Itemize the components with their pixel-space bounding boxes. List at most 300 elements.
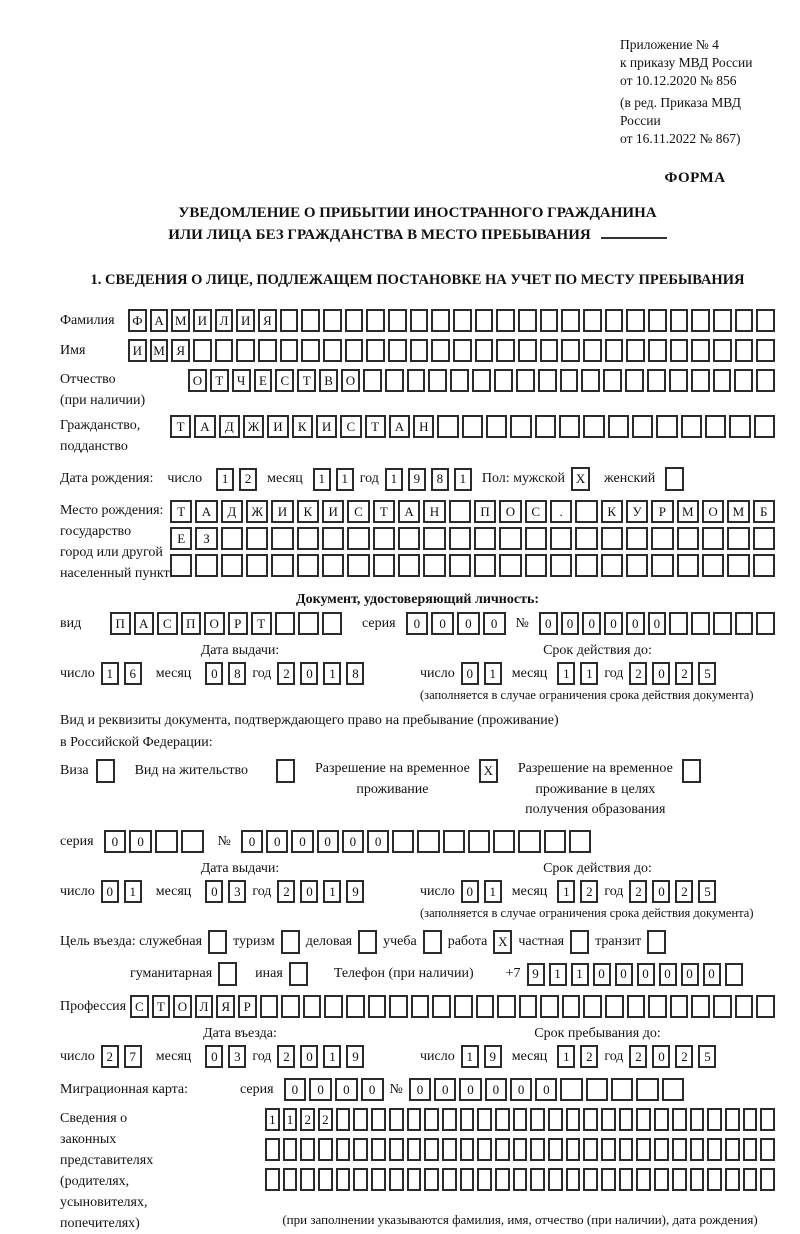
char-box[interactable] — [474, 554, 496, 577]
char-box[interactable] — [324, 995, 343, 1018]
char-box[interactable]: Ж — [246, 500, 268, 523]
char-box[interactable] — [540, 339, 559, 362]
char-box[interactable]: 0 — [485, 1078, 507, 1101]
char-box[interactable]: 0 — [637, 963, 655, 986]
char-box[interactable] — [389, 1138, 404, 1161]
char-box[interactable] — [424, 1108, 439, 1131]
char-box[interactable] — [702, 527, 724, 550]
char-box[interactable]: 1 — [336, 468, 354, 491]
char-box[interactable]: Б — [753, 500, 775, 523]
char-box[interactable] — [497, 995, 516, 1018]
char-box[interactable] — [322, 527, 344, 550]
char-box[interactable] — [583, 309, 602, 332]
char-box[interactable] — [677, 527, 699, 550]
char-box[interactable] — [496, 309, 515, 332]
char-box[interactable] — [373, 554, 395, 577]
char-box[interactable] — [538, 369, 557, 392]
char-box[interactable] — [449, 527, 471, 550]
char-box[interactable] — [605, 339, 624, 362]
char-box[interactable] — [583, 415, 604, 438]
char-box[interactable]: 0 — [300, 1045, 318, 1068]
char-box[interactable] — [756, 995, 775, 1018]
char-box[interactable] — [611, 1078, 633, 1101]
char-box[interactable]: О — [188, 369, 207, 392]
char-box[interactable] — [581, 369, 600, 392]
char-box[interactable]: Т — [152, 995, 171, 1018]
char-box[interactable] — [271, 527, 293, 550]
char-box[interactable] — [193, 339, 212, 362]
char-box[interactable] — [472, 369, 491, 392]
char-box[interactable]: 0 — [652, 880, 670, 903]
char-box[interactable] — [265, 1138, 280, 1161]
char-box[interactable] — [605, 995, 624, 1018]
char-box[interactable] — [702, 554, 724, 577]
char-box[interactable]: 1 — [323, 662, 341, 685]
char-box[interactable]: 0 — [205, 662, 223, 685]
char-box[interactable]: 2 — [101, 1045, 119, 1068]
char-box[interactable]: 1 — [557, 880, 575, 903]
char-box[interactable]: 1 — [385, 468, 403, 491]
char-box[interactable]: А — [134, 612, 155, 635]
char-box[interactable] — [303, 995, 322, 1018]
char-box[interactable] — [672, 1108, 687, 1131]
char-box[interactable]: А — [389, 415, 410, 438]
char-box[interactable] — [474, 527, 496, 550]
char-box[interactable]: И — [322, 500, 344, 523]
char-box[interactable] — [713, 612, 732, 635]
char-box[interactable] — [725, 1168, 740, 1191]
char-box[interactable] — [575, 554, 597, 577]
char-box[interactable]: 0 — [659, 963, 677, 986]
char-box[interactable] — [727, 554, 749, 577]
char-box[interactable]: 0 — [406, 612, 429, 635]
char-box[interactable] — [713, 309, 732, 332]
char-box[interactable] — [453, 309, 472, 332]
char-box[interactable]: 7 — [124, 1045, 142, 1068]
char-box[interactable]: И — [267, 415, 288, 438]
char-box[interactable]: Р — [228, 612, 249, 635]
char-box[interactable] — [423, 527, 445, 550]
char-box[interactable] — [389, 1168, 404, 1191]
char-box[interactable] — [626, 527, 648, 550]
char-box[interactable]: 0 — [300, 880, 318, 903]
char-box[interactable]: 1 — [323, 1045, 341, 1068]
char-box[interactable] — [753, 527, 775, 550]
char-box[interactable] — [388, 309, 407, 332]
char-box[interactable]: С — [275, 369, 294, 392]
char-box[interactable] — [691, 309, 710, 332]
char-box[interactable] — [477, 1108, 492, 1131]
char-box[interactable] — [195, 554, 217, 577]
char-box[interactable] — [336, 1138, 351, 1161]
char-box[interactable] — [513, 1168, 528, 1191]
char-box[interactable]: Н — [413, 415, 434, 438]
char-box[interactable]: Е — [254, 369, 273, 392]
char-box[interactable] — [725, 963, 743, 986]
char-box[interactable] — [513, 1138, 528, 1161]
char-box[interactable]: Ч — [232, 369, 251, 392]
char-box[interactable] — [550, 554, 572, 577]
char-box[interactable] — [601, 1138, 616, 1161]
char-box[interactable] — [670, 339, 689, 362]
char-box[interactable]: 0 — [431, 612, 454, 635]
char-box[interactable] — [495, 1138, 510, 1161]
char-box[interactable] — [281, 995, 300, 1018]
char-box[interactable] — [570, 930, 589, 954]
char-box[interactable] — [713, 369, 732, 392]
char-box[interactable] — [407, 369, 426, 392]
char-box[interactable]: М — [150, 339, 169, 362]
char-box[interactable]: 2 — [675, 880, 693, 903]
char-box[interactable] — [632, 415, 653, 438]
char-box[interactable]: 0 — [652, 1045, 670, 1068]
char-box[interactable] — [346, 995, 365, 1018]
char-box[interactable] — [725, 1138, 740, 1161]
char-box[interactable] — [760, 1168, 775, 1191]
char-box[interactable]: 1 — [323, 880, 341, 903]
char-box[interactable]: Д — [221, 500, 243, 523]
char-box[interactable] — [353, 1138, 368, 1161]
char-box[interactable]: 2 — [629, 1045, 647, 1068]
char-box[interactable] — [647, 369, 666, 392]
char-box[interactable] — [548, 1108, 563, 1131]
char-box[interactable] — [626, 339, 645, 362]
char-box[interactable] — [665, 467, 684, 491]
char-box[interactable]: Р — [238, 995, 257, 1018]
char-box[interactable]: 8 — [228, 662, 246, 685]
char-box[interactable]: Н — [423, 500, 445, 523]
char-box[interactable] — [170, 554, 192, 577]
char-box[interactable] — [561, 309, 580, 332]
char-box[interactable] — [760, 1108, 775, 1131]
char-box[interactable] — [690, 1168, 705, 1191]
char-box[interactable]: 2 — [318, 1108, 333, 1131]
char-box[interactable] — [323, 339, 342, 362]
char-box[interactable] — [734, 369, 753, 392]
char-box[interactable] — [283, 1168, 298, 1191]
char-box[interactable] — [662, 1078, 684, 1101]
char-box[interactable] — [366, 339, 385, 362]
char-box[interactable] — [754, 415, 775, 438]
char-box[interactable] — [601, 527, 623, 550]
char-box[interactable]: С — [347, 500, 369, 523]
char-box[interactable] — [353, 1168, 368, 1191]
char-box[interactable]: И — [316, 415, 337, 438]
char-box[interactable] — [713, 995, 732, 1018]
char-box[interactable] — [583, 1168, 598, 1191]
char-box[interactable] — [525, 527, 547, 550]
char-box[interactable] — [691, 995, 710, 1018]
char-box[interactable]: 2 — [675, 1045, 693, 1068]
char-box[interactable]: 5 — [698, 662, 716, 685]
char-box[interactable] — [417, 830, 439, 853]
char-box[interactable] — [410, 309, 429, 332]
char-box[interactable] — [454, 995, 473, 1018]
char-box[interactable] — [705, 415, 726, 438]
char-box[interactable] — [322, 554, 344, 577]
char-box[interactable]: Л — [215, 309, 234, 332]
char-box[interactable] — [322, 612, 343, 635]
char-box[interactable]: 2 — [239, 468, 257, 491]
char-box[interactable] — [477, 1168, 492, 1191]
char-box[interactable] — [530, 1108, 545, 1131]
char-box[interactable] — [707, 1138, 722, 1161]
char-box[interactable] — [218, 962, 237, 986]
char-box[interactable]: 0 — [703, 963, 721, 986]
char-box[interactable]: Т — [373, 500, 395, 523]
char-box[interactable] — [559, 415, 580, 438]
char-box[interactable] — [605, 309, 624, 332]
char-box[interactable]: З — [195, 527, 217, 550]
char-box[interactable] — [569, 830, 591, 853]
char-box[interactable] — [513, 1108, 528, 1131]
char-box[interactable]: С — [525, 500, 547, 523]
char-box[interactable]: 0 — [626, 612, 645, 635]
char-box[interactable]: 0 — [434, 1078, 456, 1101]
char-box[interactable] — [656, 415, 677, 438]
char-box[interactable] — [670, 995, 689, 1018]
char-box[interactable] — [575, 500, 597, 523]
char-box[interactable]: О — [173, 995, 192, 1018]
char-box[interactable] — [654, 1168, 669, 1191]
char-box[interactable] — [636, 1168, 651, 1191]
char-box[interactable] — [743, 1108, 758, 1131]
char-box[interactable]: 1 — [461, 1045, 479, 1068]
char-box[interactable] — [691, 369, 710, 392]
char-box[interactable] — [550, 527, 572, 550]
char-box[interactable]: Я — [216, 995, 235, 1018]
char-box[interactable] — [672, 1138, 687, 1161]
char-box[interactable] — [407, 1108, 422, 1131]
char-box[interactable] — [756, 369, 775, 392]
char-box[interactable] — [654, 1138, 669, 1161]
char-box[interactable] — [690, 1138, 705, 1161]
char-box[interactable]: 0 — [535, 1078, 557, 1101]
char-box[interactable] — [442, 1108, 457, 1131]
char-box[interactable] — [449, 554, 471, 577]
char-box[interactable]: А — [194, 415, 215, 438]
char-box[interactable]: 0 — [129, 830, 152, 853]
char-box[interactable]: О — [702, 500, 724, 523]
char-box[interactable]: 0 — [241, 830, 263, 853]
char-box[interactable] — [499, 554, 521, 577]
char-box[interactable] — [530, 1168, 545, 1191]
char-box[interactable] — [431, 309, 450, 332]
char-box[interactable] — [371, 1168, 386, 1191]
char-box[interactable]: 0 — [266, 830, 288, 853]
char-box[interactable] — [625, 369, 644, 392]
char-box[interactable] — [735, 995, 754, 1018]
char-box[interactable]: . — [550, 500, 572, 523]
char-box[interactable] — [318, 1168, 333, 1191]
char-box[interactable] — [627, 995, 646, 1018]
char-box[interactable]: И — [128, 339, 147, 362]
char-box[interactable] — [603, 369, 622, 392]
char-box[interactable]: 1 — [283, 1108, 298, 1131]
char-box[interactable] — [601, 554, 623, 577]
char-box[interactable] — [398, 527, 420, 550]
char-box[interactable]: 0 — [205, 880, 223, 903]
char-box[interactable] — [460, 1108, 475, 1131]
char-box[interactable] — [475, 339, 494, 362]
char-box[interactable] — [276, 759, 295, 783]
char-box[interactable]: Т — [365, 415, 386, 438]
char-box[interactable] — [336, 1168, 351, 1191]
char-box[interactable] — [336, 1108, 351, 1131]
char-box[interactable] — [486, 415, 507, 438]
char-box[interactable]: М — [677, 500, 699, 523]
char-box[interactable] — [510, 415, 531, 438]
char-box[interactable]: 2 — [580, 1045, 598, 1068]
char-box[interactable] — [155, 830, 178, 853]
char-box[interactable] — [460, 1168, 475, 1191]
char-box[interactable] — [651, 527, 673, 550]
char-box[interactable]: 0 — [648, 612, 667, 635]
char-box[interactable] — [371, 1138, 386, 1161]
char-box[interactable] — [647, 930, 666, 954]
char-box[interactable] — [626, 554, 648, 577]
char-box[interactable] — [300, 1168, 315, 1191]
char-box[interactable] — [407, 1168, 422, 1191]
char-box[interactable] — [636, 1078, 658, 1101]
char-box[interactable]: X — [571, 467, 590, 491]
char-box[interactable] — [431, 339, 450, 362]
char-box[interactable]: 1 — [580, 662, 598, 685]
char-box[interactable] — [566, 1108, 581, 1131]
char-box[interactable] — [516, 369, 535, 392]
char-box[interactable]: 2 — [277, 662, 295, 685]
char-box[interactable] — [271, 554, 293, 577]
char-box[interactable] — [519, 995, 538, 1018]
char-box[interactable] — [398, 554, 420, 577]
char-box[interactable] — [424, 1168, 439, 1191]
char-box[interactable]: 5 — [698, 1045, 716, 1068]
char-box[interactable] — [583, 995, 602, 1018]
char-box[interactable] — [713, 339, 732, 362]
char-box[interactable] — [424, 1138, 439, 1161]
char-box[interactable]: 1 — [454, 468, 472, 491]
char-box[interactable] — [385, 369, 404, 392]
char-box[interactable] — [297, 554, 319, 577]
char-box[interactable] — [619, 1138, 634, 1161]
char-box[interactable]: 0 — [681, 963, 699, 986]
char-box[interactable]: У — [626, 500, 648, 523]
char-box[interactable] — [753, 554, 775, 577]
char-box[interactable] — [258, 339, 277, 362]
char-box[interactable] — [442, 1168, 457, 1191]
char-box[interactable]: 3 — [228, 1045, 246, 1068]
char-box[interactable] — [725, 1108, 740, 1131]
char-box[interactable] — [756, 309, 775, 332]
char-box[interactable]: 0 — [461, 880, 479, 903]
char-box[interactable] — [681, 415, 702, 438]
char-box[interactable]: К — [297, 500, 319, 523]
char-box[interactable]: 0 — [604, 612, 623, 635]
char-box[interactable] — [648, 995, 667, 1018]
char-box[interactable] — [518, 309, 537, 332]
char-box[interactable] — [280, 339, 299, 362]
char-box[interactable]: А — [150, 309, 169, 332]
char-box[interactable]: 0 — [461, 662, 479, 685]
char-box[interactable]: И — [236, 309, 255, 332]
char-box[interactable] — [281, 930, 300, 954]
char-box[interactable]: С — [340, 415, 361, 438]
char-box[interactable]: X — [493, 930, 512, 954]
char-box[interactable]: И — [271, 500, 293, 523]
char-box[interactable] — [669, 612, 688, 635]
char-box[interactable]: 2 — [277, 1045, 295, 1068]
char-box[interactable]: 8 — [346, 662, 364, 685]
char-box[interactable]: 5 — [698, 880, 716, 903]
char-box[interactable] — [677, 554, 699, 577]
char-box[interactable] — [347, 554, 369, 577]
char-box[interactable] — [735, 339, 754, 362]
char-box[interactable]: 1 — [265, 1108, 280, 1131]
char-box[interactable] — [756, 339, 775, 362]
char-box[interactable] — [619, 1168, 634, 1191]
char-box[interactable] — [323, 309, 342, 332]
char-box[interactable]: Т — [170, 500, 192, 523]
char-box[interactable] — [371, 1108, 386, 1131]
char-box[interactable] — [583, 1138, 598, 1161]
char-box[interactable] — [297, 527, 319, 550]
char-box[interactable]: 0 — [104, 830, 127, 853]
char-box[interactable]: Т — [170, 415, 191, 438]
char-box[interactable] — [560, 369, 579, 392]
char-box[interactable]: 0 — [561, 612, 580, 635]
char-box[interactable] — [735, 309, 754, 332]
char-box[interactable] — [756, 612, 775, 635]
char-box[interactable] — [651, 554, 673, 577]
char-box[interactable]: 2 — [629, 880, 647, 903]
char-box[interactable]: 2 — [300, 1108, 315, 1131]
char-box[interactable]: К — [292, 415, 313, 438]
char-box[interactable] — [548, 1138, 563, 1161]
char-box[interactable] — [729, 415, 750, 438]
char-box[interactable] — [462, 415, 483, 438]
char-box[interactable] — [221, 527, 243, 550]
char-box[interactable] — [540, 995, 559, 1018]
char-box[interactable]: Е — [170, 527, 192, 550]
char-box[interactable]: О — [499, 500, 521, 523]
char-box[interactable]: 0 — [101, 880, 119, 903]
char-box[interactable]: 1 — [484, 662, 502, 685]
char-box[interactable]: П — [474, 500, 496, 523]
char-box[interactable] — [743, 1138, 758, 1161]
char-box[interactable]: Ж — [243, 415, 264, 438]
char-box[interactable]: 2 — [277, 880, 295, 903]
char-box[interactable] — [560, 1078, 582, 1101]
char-box[interactable] — [388, 339, 407, 362]
char-box[interactable] — [636, 1138, 651, 1161]
char-box[interactable]: П — [181, 612, 202, 635]
char-box[interactable] — [619, 1108, 634, 1131]
char-box[interactable] — [423, 554, 445, 577]
char-box[interactable] — [690, 1108, 705, 1131]
char-box[interactable] — [221, 554, 243, 577]
char-box[interactable]: А — [398, 500, 420, 523]
char-box[interactable] — [300, 1138, 315, 1161]
char-box[interactable] — [669, 369, 688, 392]
char-box[interactable]: 9 — [527, 963, 545, 986]
char-box[interactable]: 8 — [431, 468, 449, 491]
char-box[interactable] — [636, 1108, 651, 1131]
char-box[interactable] — [648, 339, 667, 362]
char-box[interactable] — [518, 830, 540, 853]
char-box[interactable]: 0 — [483, 612, 506, 635]
char-box[interactable] — [648, 309, 667, 332]
char-box[interactable] — [246, 527, 268, 550]
